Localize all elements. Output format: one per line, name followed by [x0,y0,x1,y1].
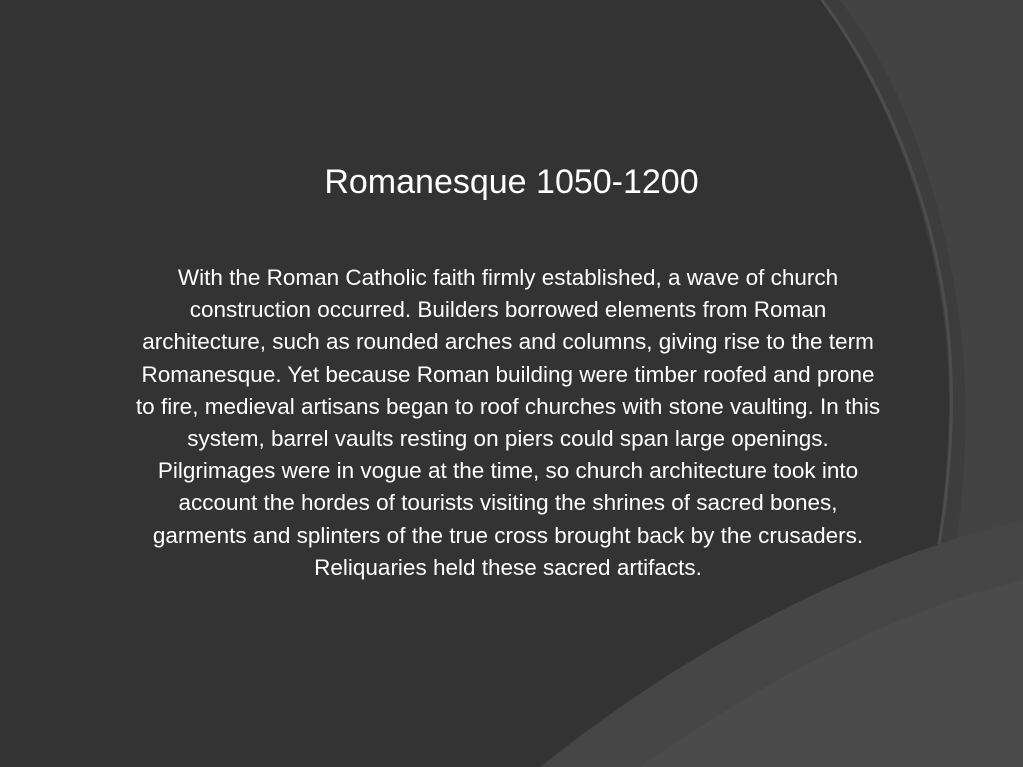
body-line: With the Roman Catholic faith firmly established, a wave of church [177,265,839,290]
slide-body [58,262,958,584]
body-line: garments and splinters of the true cross brought back by the crusaders. [152,522,864,548]
body-line: system, barrel vaults resting on piers could span large openings. [187,426,829,452]
body-line: Pilgrimages were in vogue at the time, so church architecture took into [157,458,859,484]
body-line: account the hordes of tourists visiting the shrines of sacred bones, [178,490,838,516]
slide-title: Romanesque 1050-1200 [324,163,699,201]
body-line: Romanesque. Yet because Roman building were timber roofed and prone [141,361,875,387]
body-line: Reliquaries held these sacred artifacts. [314,554,702,580]
body-line: construction occurred. Builders borrowed elements from Roman [189,297,827,323]
body-line: architecture, such as rounded arches and columns, giving rise to the term [142,329,874,355]
body-line: to fire, medieval artisans began to roof churches with stone vaulting. In this [135,393,881,419]
